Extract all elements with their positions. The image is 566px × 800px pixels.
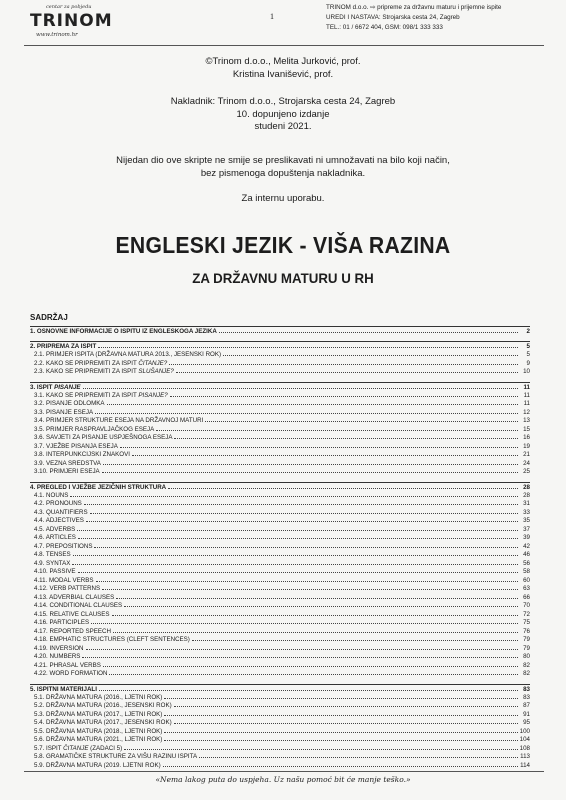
toc-entry-title <box>34 577 94 586</box>
toc-leader-dots <box>124 603 518 607</box>
toc-page-number: 83 <box>523 685 530 693</box>
toc-entry-title <box>34 409 93 418</box>
toc-title-text: 5.8. GRAMATIČKE STRUKTURE ZA VIŠU RAZINU ISPITA <box>34 753 198 760</box>
toc-entry-title <box>34 417 203 426</box>
toc-entry-title <box>30 327 217 336</box>
toc-entry-row[interactable] <box>30 351 530 360</box>
toc-entry-title <box>34 711 162 720</box>
copyright-line-2: bez pismenoga dopuštenja nakladnika. <box>200 167 366 179</box>
toc-page-number: 66 <box>523 593 530 601</box>
toc-page-number: 39 <box>523 534 530 541</box>
toc-entry-row[interactable] <box>30 711 530 720</box>
toc-entry-title <box>34 611 110 620</box>
header-contact <box>326 3 558 33</box>
toc-entry-title <box>34 517 84 526</box>
toc-page-number: 82 <box>523 670 530 677</box>
toc-entry-title <box>34 351 221 360</box>
toc-page-number: 35 <box>523 517 530 524</box>
toc-page-number: 108 <box>519 744 530 752</box>
table-of-contents <box>30 321 530 770</box>
toc-entry-row[interactable] <box>30 509 530 518</box>
toc-chapter-row[interactable] <box>30 327 530 336</box>
toc-leader-dots <box>170 393 518 397</box>
toc-title-text: 3. ISPIT <box>30 383 55 391</box>
toc-entry-title <box>34 534 76 543</box>
toc-title-text: 4.10. PASSIVE <box>34 568 76 575</box>
toc-entry-row[interactable] <box>30 602 530 611</box>
toc-entry-title <box>34 719 172 728</box>
toc-entry-row[interactable] <box>30 392 530 401</box>
document-title: ENGLESKI JEZIK - VIŠA RAZINA <box>115 232 451 258</box>
toc-title-text: 5. ISPITNI MATERIJALI <box>30 685 97 693</box>
toc-entry-title <box>34 628 111 637</box>
toc-title-text: 3.4. PRIMJER STRUKTURE ESEJA NA DRŽAVNOJ MATURI <box>34 417 204 424</box>
toc-leader-dots <box>164 695 518 699</box>
toc-leader-dots <box>78 569 518 573</box>
toc-leader-dots <box>174 435 518 439</box>
toc-page-number: 13 <box>523 417 530 424</box>
toc-entry-title <box>34 560 70 569</box>
toc-title-text: 4. PREGLED I VJEŽBE JEZIČNIH STRUKTURA <box>30 483 167 491</box>
document-subtitle: ZA DRŽAVNU MATURU U RH <box>192 270 374 286</box>
toc-title-text: 5.2. DRŽAVNA MATURA (2016., JESENSKI ROK) <box>34 702 172 709</box>
toc-entry-row[interactable] <box>30 551 530 560</box>
toc-entry-row[interactable] <box>30 728 530 737</box>
toc-entry-title <box>34 736 162 745</box>
toc-leader-dots <box>223 352 518 356</box>
toc-entry-title <box>34 762 161 771</box>
toc-entry-title <box>34 694 162 703</box>
toc-entry-row[interactable] <box>30 543 530 552</box>
edition-line: 10. dopunjeno izdanje <box>236 108 330 120</box>
toc-title-text: 4.6. ARTICLES <box>34 534 76 541</box>
toc-page-number: 16 <box>523 434 530 441</box>
toc-leader-dots <box>164 737 517 741</box>
toc-page-number: 80 <box>523 653 530 660</box>
toc-title-text: 5.5. DRŽAVNA MATURA (2018., LJETNI ROK) <box>34 727 163 735</box>
toc-entry-title <box>34 368 174 377</box>
toc-leader-dots <box>120 444 518 448</box>
toc-title-text: 5.1. DRŽAVNA MATURA (2016., LJETNI ROK) <box>34 693 163 701</box>
toc-entry-title <box>34 585 100 594</box>
copyright-notice <box>0 155 566 180</box>
toc-heading: SADRŽAJ <box>30 313 68 322</box>
toc-entry-title <box>34 468 100 477</box>
toc-page-number: 24 <box>523 459 530 467</box>
toc-title-text: 3.5. PRIMJER RASPRAVLJAČKOG ESEJA <box>34 425 155 433</box>
toc-entry-row[interactable] <box>30 585 530 594</box>
toc-entry-row[interactable] <box>30 426 530 435</box>
footer-divider <box>24 771 544 772</box>
toc-entry-row[interactable] <box>30 360 530 369</box>
toc-title-text: 5.4. DRŽAVNA MATURA (2017., JESENSKI ROK) <box>34 719 172 726</box>
toc-leader-dots <box>169 361 518 365</box>
toc-leader-dots <box>84 501 518 505</box>
toc-leader-dots <box>103 663 518 667</box>
toc-page-number: 79 <box>523 636 530 643</box>
toc-leader-dots <box>163 763 518 767</box>
logo-tagline: centar za pobjedu <box>46 4 92 10</box>
toc-entry-row[interactable] <box>30 468 530 477</box>
toc-title-emphasis: SLUŠANJE? <box>138 368 174 375</box>
toc-title-text: 4.11. MODAL VERBS <box>34 576 94 584</box>
toc-page-number: 21 <box>523 451 530 458</box>
toc-entry-title <box>30 483 166 492</box>
toc-section <box>30 482 530 679</box>
toc-entry-row[interactable] <box>30 645 530 654</box>
toc-entry-row[interactable] <box>30 594 530 603</box>
toc-entry-row[interactable] <box>30 568 530 577</box>
toc-page-number: 37 <box>523 525 530 533</box>
website-text: www.trinom.hr <box>36 32 78 38</box>
toc-page-number: 19 <box>523 442 530 450</box>
toc-entry-title <box>34 636 190 645</box>
toc-entry-row[interactable] <box>30 400 530 409</box>
toc-leader-dots <box>192 637 518 641</box>
address-line: UREDI I NASTAVA: Strojarska cesta 24, Zagreb <box>326 14 460 21</box>
toc-page-number: 95 <box>523 719 530 726</box>
toc-page-number: 25 <box>523 468 530 475</box>
toc-page-number: 11 <box>523 383 530 391</box>
toc-leader-dots <box>164 712 518 716</box>
toc-leader-dots <box>205 418 518 422</box>
toc-title-text: 5.9. DRŽAVNA MATURA (2019. LJETNI ROK) <box>34 761 161 769</box>
toc-entry-title <box>34 426 154 435</box>
toc-entry-row[interactable] <box>30 636 530 645</box>
toc-chapter-row[interactable] <box>30 342 530 351</box>
page-number: 1 <box>270 12 274 21</box>
toc-entry-title <box>34 509 88 518</box>
toc-section <box>30 684 530 771</box>
toc-leader-dots <box>176 369 518 373</box>
toc-entry-row[interactable] <box>30 417 530 426</box>
toc-title-text: 2.3. KAKO SE PRIPREMITI ZA ISPIT <box>34 368 139 375</box>
toc-title-text: 4.12. VERB PATTERNS <box>34 585 101 592</box>
toc-leader-dots <box>90 510 518 514</box>
header-divider <box>24 45 544 46</box>
toc-entry-title <box>34 745 122 754</box>
toc-title-text: 4.8. TENSES <box>34 551 71 558</box>
toc-entry-title <box>34 526 75 535</box>
toc-leader-dots <box>102 469 518 473</box>
toc-entry-title <box>34 443 118 452</box>
toc-entry-row[interactable] <box>30 560 530 569</box>
toc-chapter-row[interactable] <box>30 383 530 392</box>
toc-entry-row[interactable] <box>30 653 530 662</box>
toc-leader-dots <box>156 427 518 431</box>
footer-motto: «Nema lakog puta do uspjeha. Uz našu pomoć bit će manje teško.» <box>155 775 411 784</box>
toc-entry-row[interactable] <box>30 500 530 509</box>
toc-title-text: 4.20. NUMBERS <box>34 653 81 660</box>
toc-page-number: 46 <box>523 551 530 558</box>
toc-leader-dots <box>91 620 518 624</box>
toc-leader-dots <box>124 746 518 750</box>
toc-section <box>30 326 530 336</box>
toc-entry-title <box>34 543 92 552</box>
toc-entry-row[interactable] <box>30 719 530 728</box>
toc-entry-row[interactable] <box>30 577 530 586</box>
toc-leader-dots <box>72 561 518 565</box>
toc-entry-title <box>34 492 68 501</box>
toc-title-text: 3.8. INTERPUNKCIJSKI ZNAKOVI <box>34 451 130 458</box>
toc-title-text: 4.16. PARTICIPLES <box>34 619 90 626</box>
toc-page-number: 9 <box>526 359 530 367</box>
toc-entry-title <box>34 645 84 654</box>
toc-leader-dots <box>116 595 518 599</box>
toc-leader-dots <box>109 671 518 675</box>
toc-leader-dots <box>174 720 518 724</box>
toc-entry-title <box>34 662 101 671</box>
toc-title-text: 5.7. ISPIT <box>34 744 64 752</box>
toc-leader-dots <box>164 729 517 733</box>
toc-page-number: 75 <box>523 619 530 626</box>
toc-entry-row[interactable] <box>30 736 530 745</box>
toc-entry-title <box>34 753 197 762</box>
toc-entry-row[interactable] <box>30 753 530 762</box>
toc-entry-row[interactable] <box>30 628 530 637</box>
toc-page-number: 11 <box>523 400 530 407</box>
toc-page-number: 83 <box>523 693 530 701</box>
toc-title-text: 3.2. PISANJE ODLOMKA <box>34 400 105 407</box>
toc-entry-row[interactable] <box>30 451 530 460</box>
toc-leader-dots <box>77 527 518 531</box>
toc-page-number: 114 <box>520 761 530 769</box>
toc-entry-row[interactable] <box>30 745 530 754</box>
authors <box>0 56 566 81</box>
trinom-logo: TRINOM <box>30 11 113 31</box>
toc-entry-title <box>30 342 96 351</box>
toc-page-number: 82 <box>523 661 530 669</box>
toc-entry-title <box>34 500 82 509</box>
toc-leader-dots <box>112 612 518 616</box>
toc-chapter-row[interactable] <box>30 483 530 492</box>
toc-entry-title <box>34 451 130 460</box>
toc-entry-title <box>34 670 107 679</box>
toc-page-number: 63 <box>523 585 530 592</box>
toc-section <box>30 341 530 377</box>
toc-title-suffix: (ZADACI 5) <box>88 744 123 752</box>
toc-page-number: 12 <box>523 408 530 416</box>
toc-page-number: 87 <box>523 702 530 709</box>
toc-page-number: 104 <box>519 736 530 743</box>
toc-entry-title <box>34 619 89 628</box>
toc-title-text: 1. OSNOVNE INFORMACIJE O ISPITU IZ ENGLESKOGA JEZIKA <box>30 328 217 335</box>
toc-page-number: 70 <box>523 602 530 609</box>
toc-leader-dots <box>95 410 518 414</box>
toc-entry-row[interactable] <box>30 619 530 628</box>
toc-entry-row[interactable] <box>30 534 530 543</box>
toc-title-text: 4.15. RELATIVE CLAUSES <box>34 610 110 618</box>
toc-title-text: 3.1. KAKO SE PRIPREMITI ZA ISPIT <box>34 391 139 399</box>
toc-leader-dots <box>94 544 518 548</box>
toc-title-text: 2.2. KAKO SE PRIPREMITI ZA ISPIT <box>34 359 139 367</box>
toc-entry-row[interactable] <box>30 368 530 377</box>
toc-leader-dots <box>103 461 518 465</box>
toc-title-text: 2. PRIPREMA ZA ISPIT <box>30 343 97 350</box>
authors-line-2: Kristina Ivanišević, prof. <box>232 68 334 80</box>
toc-page-number: 28 <box>523 491 530 499</box>
company-line: TRINOM d.o.o. ⇨ pripreme za državnu maturu i prijemne ispite <box>326 4 502 11</box>
toc-page-number: 91 <box>523 710 530 718</box>
toc-entry-row[interactable] <box>30 492 530 501</box>
toc-page-number: 60 <box>523 576 530 584</box>
toc-page-number: 100 <box>519 727 530 735</box>
toc-entry-title <box>34 568 76 577</box>
toc-entry-title <box>34 460 101 469</box>
publisher-block <box>0 96 566 134</box>
toc-entry-title <box>34 360 167 369</box>
toc-leader-dots <box>78 535 518 539</box>
toc-title-text: 4.5. ADVERBS <box>34 525 76 533</box>
copyright-line-1: Nijedan dio ove skripte ne smije se preslikavati ni umnožavati na bilo koji način, <box>116 155 450 166</box>
toc-page-number: 33 <box>523 508 530 516</box>
toc-title-text: 3.9. VEZNA SREDSTVA <box>34 459 101 467</box>
toc-title-text: 4.7. PREPOSITIONS <box>34 542 93 550</box>
toc-page-number: 79 <box>523 644 530 652</box>
toc-page-number: 76 <box>523 627 530 635</box>
toc-entry-row[interactable] <box>30 460 530 469</box>
toc-title-text: 5.3. DRŽAVNA MATURA (2017., LJETNI ROK) <box>34 710 163 718</box>
toc-leader-dots <box>82 654 518 658</box>
toc-entry-row[interactable] <box>30 517 530 526</box>
toc-page-number: 28 <box>523 483 530 491</box>
toc-leader-dots <box>73 552 518 556</box>
toc-page-number: 113 <box>520 753 530 760</box>
toc-leader-dots <box>107 401 519 405</box>
toc-title-text: 4.17. REPORTED SPEECH <box>34 627 111 635</box>
toc-title-text: 4.4. ADJECTIVES <box>34 517 84 524</box>
toc-entry-title <box>30 383 81 392</box>
toc-title-emphasis: ČITANJE? <box>138 359 168 367</box>
toc-entry-row[interactable] <box>30 702 530 711</box>
toc-page-number: 15 <box>523 425 530 433</box>
toc-page-number: 11 <box>523 391 530 399</box>
toc-entry-row[interactable] <box>30 762 530 771</box>
toc-entry-row[interactable] <box>30 409 530 418</box>
internal-use-note: Za internu uporabu. <box>241 193 325 204</box>
toc-page-number: 72 <box>523 610 530 618</box>
toc-entry-row[interactable] <box>30 611 530 620</box>
toc-title-text: 4.19. INVERSION <box>34 644 84 652</box>
phone-line: TEL.: 01 / 6672 404, GSM: 098/1 333 333 <box>326 24 443 31</box>
toc-leader-dots <box>86 646 518 650</box>
toc-title-emphasis: PISANJE? <box>138 391 168 399</box>
toc-page-number: 56 <box>523 559 530 567</box>
toc-entry-row[interactable] <box>30 662 530 671</box>
toc-leader-dots <box>219 329 518 333</box>
toc-leader-dots <box>168 485 518 489</box>
toc-title-text: 4.18. EMPHATIC STRUCTURES (CLEFT SENTENCES) <box>34 636 190 643</box>
toc-title-emphasis: ČITANJE <box>63 744 89 752</box>
publisher-line: Nakladnik: Trinom d.o.o., Strojarska cesta 24, Zagreb <box>170 96 396 107</box>
toc-title-text: 4.22. WORD FORMATION <box>34 670 108 677</box>
toc-leader-dots <box>99 687 518 691</box>
toc-leader-dots <box>96 578 519 582</box>
toc-entry-row[interactable] <box>30 526 530 535</box>
toc-title-text: 3.7. VJEŽBE PISANJA ESEJA <box>34 442 118 450</box>
toc-chapter-row[interactable] <box>30 685 530 694</box>
toc-title-text: 3.3. PISANJE ESEJA <box>34 408 94 416</box>
toc-page-number: 58 <box>523 568 530 575</box>
toc-leader-dots <box>113 629 518 633</box>
toc-entry-row[interactable] <box>30 434 530 443</box>
toc-page-number: 10 <box>523 368 530 375</box>
toc-leader-dots <box>86 518 518 522</box>
toc-entry-title <box>34 702 172 711</box>
toc-entry-row[interactable] <box>30 670 530 679</box>
toc-title-text: 5.6. DRŽAVNA MATURA (2021., LJETNI ROK) <box>34 736 163 743</box>
toc-page-number: 42 <box>523 542 530 550</box>
toc-title-emphasis: PISANJE <box>54 383 81 391</box>
toc-entry-title <box>34 602 122 611</box>
toc-entry-row[interactable] <box>30 694 530 703</box>
toc-title-text: 4.3. QUANTIFIERS <box>34 508 88 516</box>
toc-title-text: 3.10. PRIMJERI ESEJA <box>34 468 100 475</box>
toc-title-text: 4.1. NOUNS <box>34 491 69 499</box>
toc-leader-dots <box>70 493 518 497</box>
toc-leader-dots <box>199 754 518 758</box>
toc-title-text: 3.6. SAVJETI ZA PISANJE USPJEŠNOGA ESEJA <box>34 434 173 441</box>
toc-entry-title <box>34 594 114 603</box>
toc-entry-title <box>34 434 172 443</box>
toc-page-number: 31 <box>523 500 530 507</box>
toc-page-number: 5 <box>526 343 530 350</box>
toc-leader-dots <box>174 703 518 707</box>
toc-entry-row[interactable] <box>30 443 530 452</box>
toc-entry-title <box>34 400 105 409</box>
toc-leader-dots <box>98 344 518 348</box>
toc-page-number: 2 <box>526 328 530 335</box>
date-line: studeni 2021. <box>254 121 312 132</box>
toc-leader-dots <box>132 452 518 456</box>
toc-leader-dots <box>102 586 518 590</box>
toc-leader-dots <box>83 385 518 389</box>
toc-title-text: 4.2. PRONOUNS <box>34 500 82 507</box>
toc-title-text: 4.21. PHRASAL VERBS <box>34 661 101 669</box>
toc-title-text: 4.13. ADVERBIAL CLAUSES <box>34 593 115 601</box>
toc-title-text: 4.14. CONDITIONAL CLAUSES <box>34 602 123 609</box>
toc-entry-title <box>34 653 80 662</box>
toc-section <box>30 382 530 477</box>
toc-title-text: 4.9. SYNTAX <box>34 559 71 567</box>
toc-entry-title <box>34 392 168 401</box>
toc-page-number: 5 <box>526 351 530 358</box>
toc-entry-title <box>34 551 71 560</box>
toc-entry-title <box>34 728 162 737</box>
authors-line-1: ©Trinom d.o.o., Melita Jurković, prof. <box>205 56 361 67</box>
toc-title-text: 2.1. PRIMJER ISPITA (DRŽAVNA MATURA 2013., JESENSKI ROK) <box>34 351 222 358</box>
toc-entry-title <box>30 685 97 694</box>
